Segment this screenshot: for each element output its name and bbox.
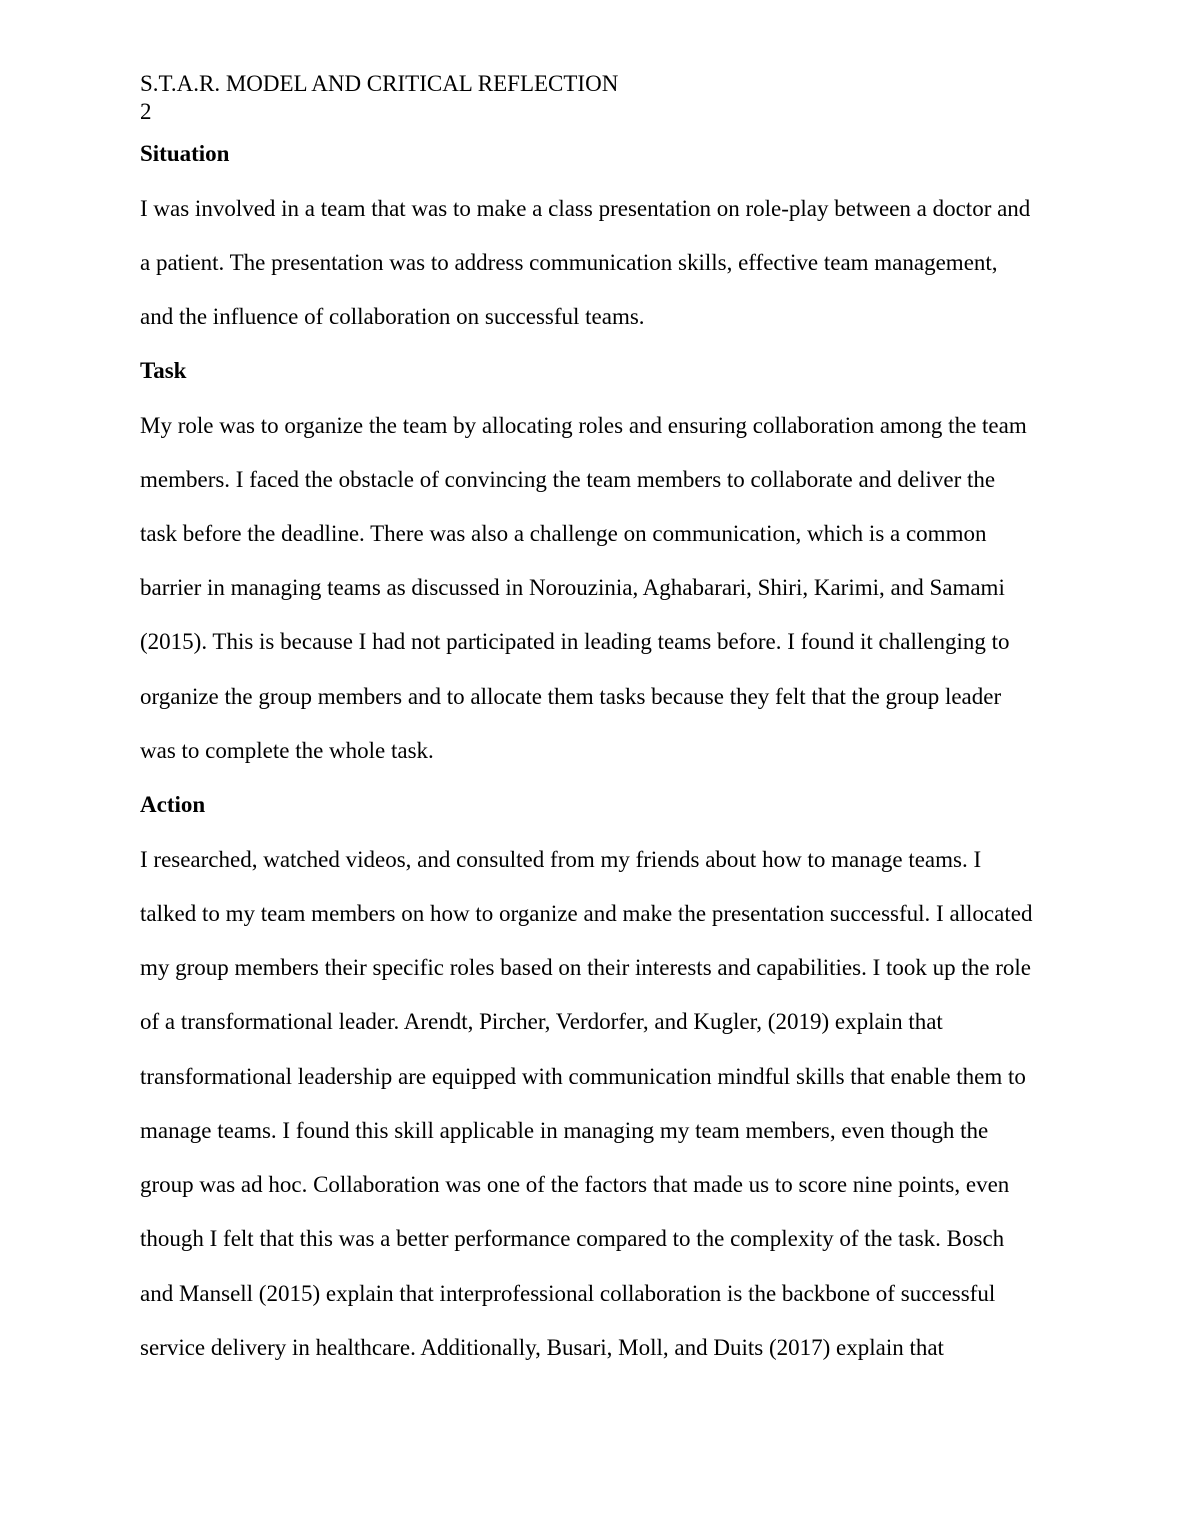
paragraph-line: My role was to organize the team by allocating roles and ensuring collaboration among the team — [140, 413, 1027, 438]
running-head: S.T.A.R. MODEL AND CRITICAL REFLECTION — [140, 71, 619, 96]
paragraph-line: a patient. The presentation was to address communication skills, effective team management, — [140, 250, 998, 275]
paragraph-line: was to complete the whole task. — [140, 738, 434, 763]
paragraph-line: barrier in managing teams as discussed in Norouzinia, Aghabarari, Shiri, Karimi, and Samami — [140, 575, 1005, 600]
section-heading-action: Action — [140, 792, 206, 817]
paragraph-line: though I felt that this was a better performance compared to the complexity of the task. Bosch — [140, 1226, 1005, 1251]
paragraph-line: transformational leadership are equipped with communication mindful skills that enable them to — [140, 1064, 1026, 1089]
paragraph-line: I researched, watched videos, and consulted from my friends about how to manage teams. I — [140, 847, 982, 872]
paragraph-line: I was involved in a team that was to make a class presentation on role-play between a doctor and — [140, 196, 1031, 221]
page-number: 2 — [140, 99, 152, 124]
paragraph-line: service delivery in healthcare. Additionally, Busari, Moll, and Duits (2017) explain that — [140, 1335, 944, 1360]
paragraph-line: and the influence of collaboration on successful teams. — [140, 304, 645, 329]
paragraph-line: of a transformational leader. Arendt, Pircher, Verdorfer, and Kugler, (2019) explain that — [140, 1009, 943, 1034]
paragraph-line: talked to my team members on how to organize and make the presentation successful. I allocated — [140, 901, 1033, 926]
paragraph-line: (2015). This is because I had not participated in leading teams before. I found it challenging to — [140, 629, 1010, 654]
paragraph-line: task before the deadline. There was also a challenge on communication, which is a common — [140, 521, 987, 546]
paragraph-line: group was ad hoc. Collaboration was one of the factors that made us to score nine points, even — [140, 1172, 1010, 1197]
paragraph-line: manage teams. I found this skill applicable in managing my team members, even though the — [140, 1118, 989, 1143]
paragraph-line: my group members their specific roles based on their interests and capabilities. I took up the role — [140, 955, 1031, 980]
section-heading-task: Task — [140, 358, 187, 383]
paragraph-line: organize the group members and to allocate them tasks because they felt that the group leader — [140, 684, 1002, 709]
paragraph-line: members. I faced the obstacle of convincing the team members to collaborate and deliver the — [140, 467, 996, 492]
page-header — [140, 70, 618, 126]
paragraph-line: and Mansell (2015) explain that interprofessional collaboration is the backbone of successful — [140, 1281, 996, 1306]
section-heading-situation: Situation — [140, 141, 230, 166]
